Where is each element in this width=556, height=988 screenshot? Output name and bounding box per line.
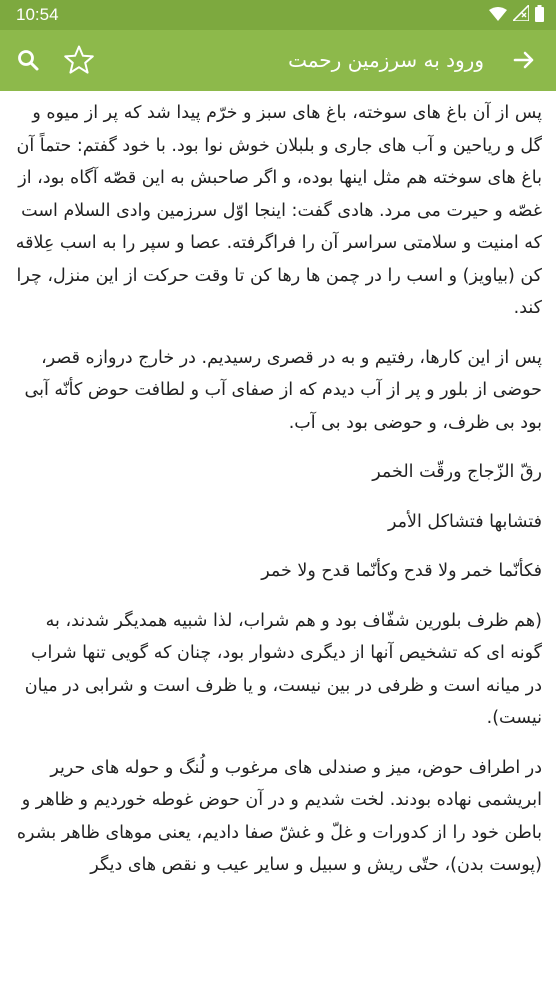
- article-body[interactable]: [0, 91, 556, 988]
- arrow-right-icon[interactable]: [502, 38, 546, 82]
- battery-icon: [535, 5, 544, 26]
- verse-line: فتشابها فتشاکل الأمر: [387, 511, 542, 532]
- status-time: 10:54: [16, 5, 59, 24]
- verse-line: رقّ الزّجاج ورقّت الخمر: [372, 462, 542, 482]
- verse-line: فکأنّما خمر ولا قدح وکأنّما قدح ولا خمر: [261, 561, 542, 581]
- star-outline-icon[interactable]: [57, 38, 101, 82]
- wifi-icon: [489, 6, 507, 25]
- paragraph: پس از آن باغ های سوخته، باغ های سبز و خرّم پیدا شد که پر از میوه و گل و ریاحین و آب های جاری و بلبلان خوش نوا بود. با خود گفتم: حتماً آن باغ های سوخته هم مثل اینها بوده، و اگر صاحبش به این قصّه آگاه بود، از غصّه و حیرت می مرد. هادی گفت: اینجا اوّل سرزمین وادی السلام است که امنیت و سلامتی سراسر آن را فراگرفته. عصا و سپر را به اسب عِلاقه کن (بیاویز) و اسب را در چمن ها رها کن تا وقت حرکت از این منزل، چرا کند.: [15, 103, 542, 318]
- status-bar: [0, 0, 556, 30]
- paragraph: پس از این کارها، رفتیم و به در قصری رسیدیم. در خارج دروازه قصر، حوضی از بلور و پر از آب دیدم که از صفای آب و لطافت حوض کأنّه آبی بود بی ظرف، و حوضی بود بی آب.: [24, 347, 542, 433]
- signal-icon: [513, 5, 529, 25]
- page-title: ورود به سرزمین رحمت: [288, 48, 484, 72]
- paragraph: در اطراف حوض، میز و صندلی های مرغوب و لُنگ و حوله های حریر ابریشمی نهاده بودند. لخت شدیم و در آن حوض غوطه خوردیم و ظاهر و باطن خود را از کدورات و غلّ و غشّ صفا دادیم، یعنی موهای ظاهر بشره (پوست بدن)، حتّی ریش و سبیل و سایر عیب و نقص های دیگر: [16, 757, 542, 875]
- paragraph: (هم ظرف بلورین شفّاف بود و هم شراب، لذا شبیه همدیگر شدند، به گونه ای که تشخیص آنها از دیگری دشوار بود، چنان که گویی تنها شراب در میانه است و ظرفی در بین نیست، و یا ظرف است و شرابی در میان نیست).: [24, 610, 542, 728]
- search-icon[interactable]: [6, 38, 50, 82]
- app-bar: [0, 30, 556, 91]
- status-icons: [489, 5, 544, 26]
